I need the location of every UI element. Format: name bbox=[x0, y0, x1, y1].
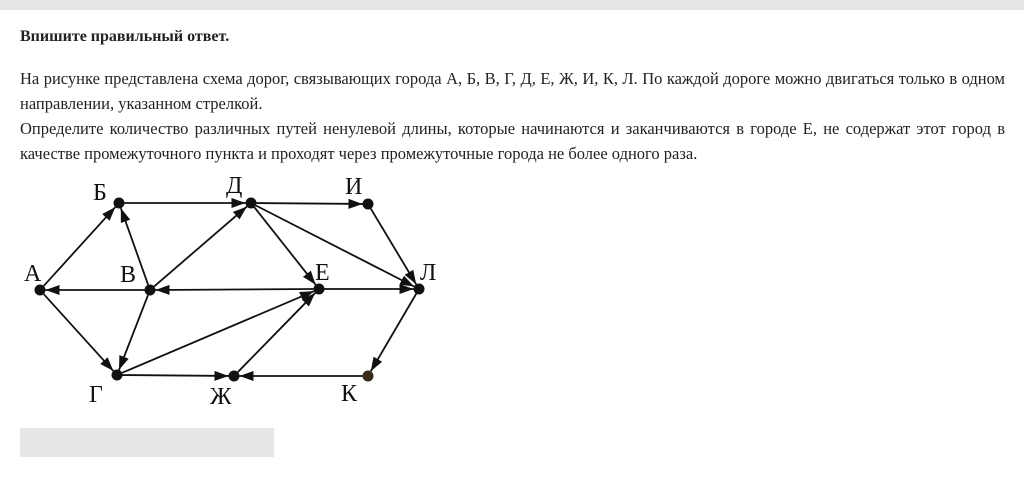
edge-D-E bbox=[254, 207, 315, 284]
node-I bbox=[363, 199, 374, 210]
node-G bbox=[112, 370, 123, 381]
edge-V-G bbox=[119, 295, 148, 370]
node-label-L: Л bbox=[420, 260, 437, 286]
edges-layer bbox=[44, 203, 417, 376]
node-K bbox=[363, 371, 374, 382]
edge-D-L bbox=[256, 206, 414, 287]
edge-G-E bbox=[122, 291, 314, 373]
edge-I-L bbox=[371, 209, 416, 285]
node-label-V: В bbox=[120, 262, 137, 288]
node-label-I: И bbox=[345, 174, 363, 200]
instruction-text: Впишите правильный ответ. bbox=[20, 28, 230, 45]
question-paragraph-1: На рисунке представлена схема дорог, связывающих города А, Б, В, Г, Д, Е, Ж, И, К, Л. По каждой дороге можно двигаться только в одном направлении, указанном стрелкой. bbox=[20, 69, 1005, 113]
edge-L-K bbox=[371, 294, 416, 372]
edge-G-Zh bbox=[122, 375, 228, 376]
node-V bbox=[145, 285, 156, 296]
edge-V-D bbox=[154, 207, 247, 287]
edge-E-V bbox=[155, 289, 313, 290]
node-label-E: Е bbox=[315, 260, 330, 286]
node-label-Zh: Ж bbox=[210, 384, 232, 410]
node-B6 bbox=[114, 198, 125, 209]
question-text bbox=[20, 66, 1005, 166]
top-bar bbox=[0, 0, 1024, 10]
node-label-K: К bbox=[341, 381, 358, 407]
node-label-G: Г bbox=[89, 382, 103, 408]
node-label-A: А bbox=[24, 261, 42, 287]
edge-D-I bbox=[256, 203, 362, 204]
question-paragraph-2: Определите количество различных путей ненулевой длины, которые начинаются и заканчиваются в городе Е, не содержат этот город в качестве промежуточного пункта и проходят через промежуточные города не более одного раза. bbox=[20, 119, 1005, 163]
node-D bbox=[246, 198, 257, 209]
node-label-D: Д bbox=[226, 173, 243, 199]
edge-A-G bbox=[44, 294, 114, 371]
node-label-B6: Б bbox=[93, 180, 107, 206]
answer-input[interactable] bbox=[20, 428, 274, 457]
edge-Zh-E bbox=[238, 293, 315, 372]
road-graph-diagram bbox=[0, 168, 470, 418]
node-Zh bbox=[229, 371, 240, 382]
edge-A-B6 bbox=[44, 207, 116, 286]
